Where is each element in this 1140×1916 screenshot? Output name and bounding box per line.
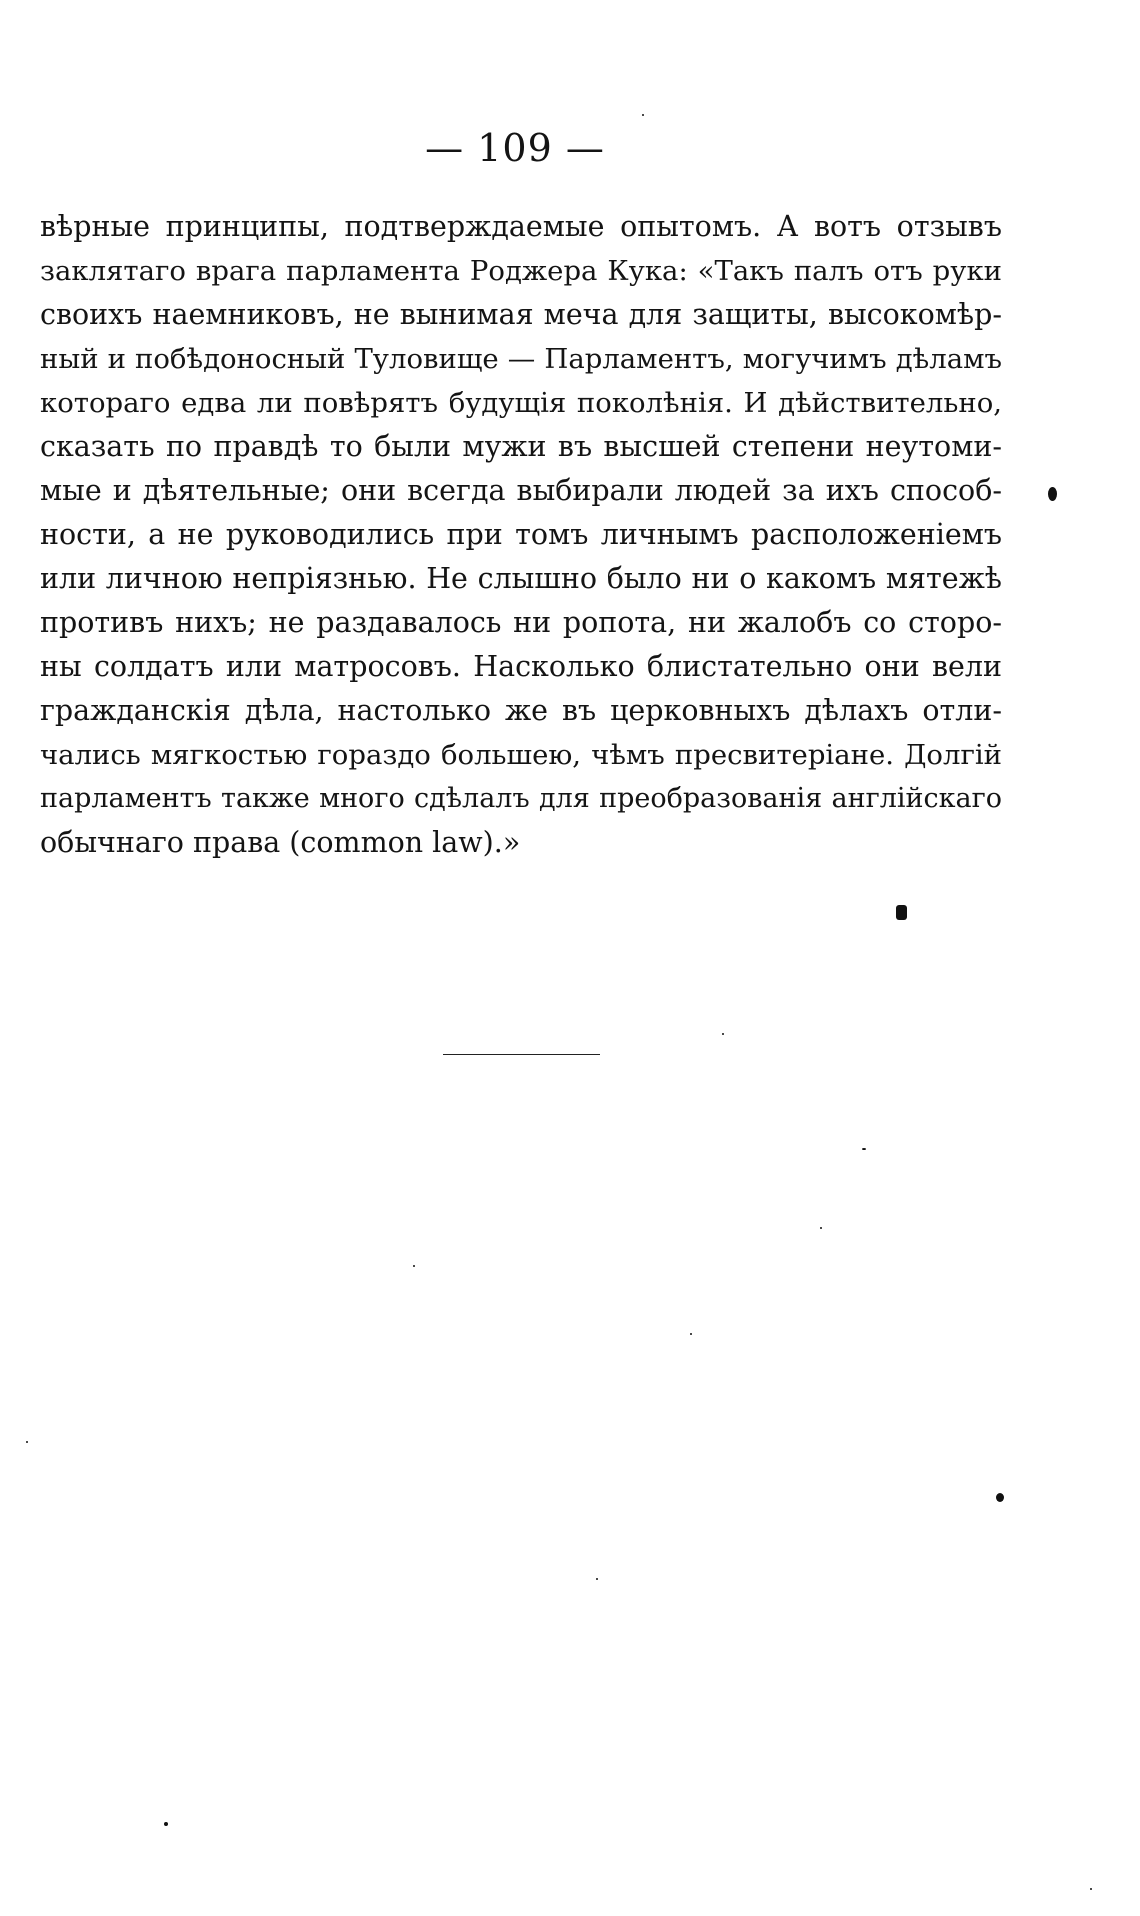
scan-speck [642, 114, 644, 116]
scan-speck [26, 1441, 28, 1443]
body-paragraph [40, 205, 1002, 865]
text-line: чались мягкостью гораздо большею, чѣмъ пресвитеріане. Долгій [40, 739, 1002, 771]
scan-speck [996, 1493, 1004, 1502]
scan-speck [896, 905, 907, 920]
text-line: котораго едва ли повѣрятъ будущія поколѣнія. И дѣйствительно, [40, 387, 1002, 419]
scan-speck [722, 1033, 724, 1035]
text-line: сказать по правдѣ то были мужи въ высшей степени неутоми- [40, 430, 1002, 463]
text-line: заклятаго врага парламента Роджера Кука: «Такъ палъ отъ руки [40, 255, 1002, 287]
text-line: противъ нихъ; не раздавалось ни ропота, ни жалобъ со сторо- [40, 606, 1002, 639]
section-divider [443, 1054, 600, 1055]
scan-speck [690, 1333, 692, 1335]
scan-speck [164, 1822, 168, 1826]
text-line: обычнаго права (common law).» [40, 826, 521, 859]
page-number: — 109 — [425, 126, 605, 170]
text-line: своихъ наемниковъ, не вынимая меча для защиты, высокомѣр- [40, 298, 1002, 331]
scan-speck [596, 1578, 598, 1580]
text-line: ности, а не руководились при томъ личнымъ расположеніемъ [40, 518, 1002, 551]
scan-speck [1090, 1888, 1092, 1890]
text-line: ный и побѣдоносный Туловище — Парламентъ, могучимъ дѣламъ [40, 343, 1002, 375]
scan-speck [820, 1227, 822, 1229]
text-line: или личною непріязнью. Не слышно было ни о какомъ мятежѣ [40, 562, 1002, 595]
text-line: парламентъ также много сдѣлалъ для преобразованія англійскаго [40, 783, 1002, 814]
scan-speck [413, 1265, 415, 1267]
text-line: ны солдатъ или матросовъ. Насколько блистательно они вели [40, 650, 1002, 683]
text-line: вѣрные принципы, подтверждаемые опытомъ. А вотъ отзывъ [40, 210, 1002, 243]
scan-speck [862, 1148, 866, 1150]
scan-speck [1048, 487, 1057, 501]
text-line: мые и дѣятельные; они всегда выбирали людей за ихъ способ- [40, 474, 1002, 507]
text-line: гражданскія дѣла, настолько же въ церковныхъ дѣлахъ отли- [40, 694, 1002, 727]
